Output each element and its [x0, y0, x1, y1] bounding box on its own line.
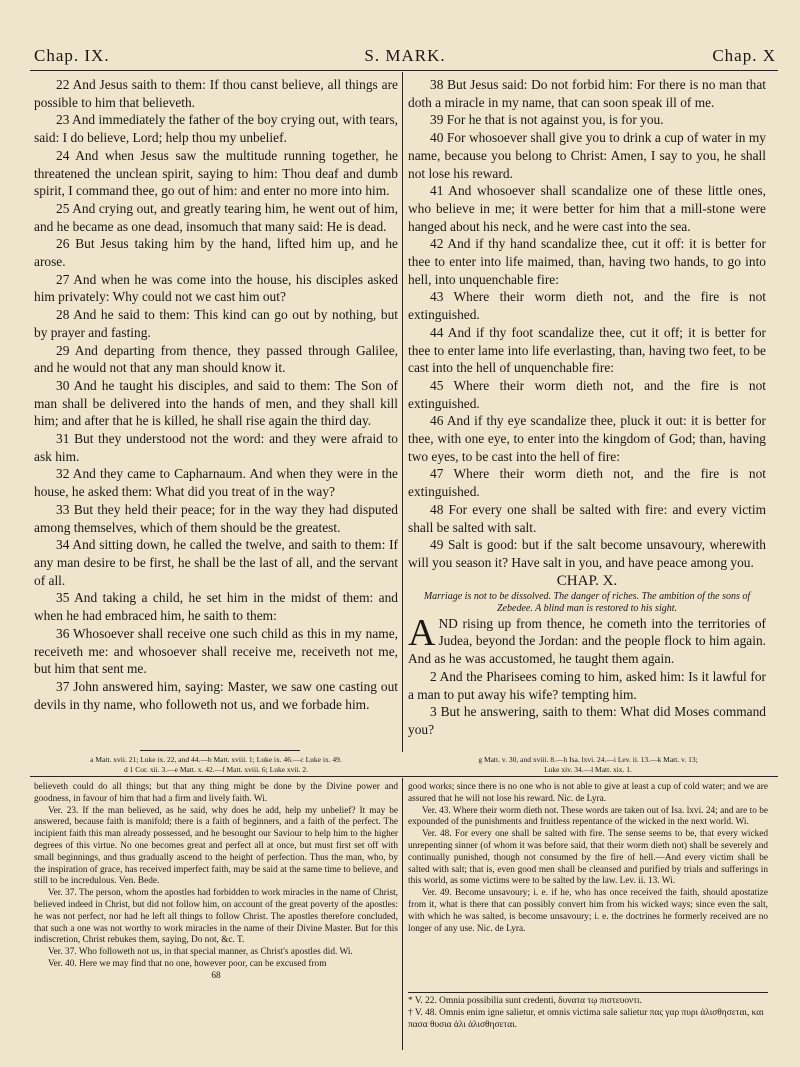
verse: 35 And taking a child, he set him in the midst of them: and when he had embraced him, he saith to them:: [34, 590, 398, 624]
commentary-note: Ver. 49. Become unsavoury; i. e. if he, who has once received the faith, should apostatize from it, what is there that can possibly convert him from his wicked ways; since even the salt, with which he was salted, is become unsavoury; i. e. the doctrines he formerly received are no longer of any use. Nic. de Lyra.: [408, 888, 768, 934]
notes-divider: [402, 778, 403, 1050]
commentary-note: Ver. 37. Who followeth not us, in that special manner, as Christ's apostles did. Wi.: [48, 947, 353, 958]
commentary-note: Ver. 48. For every one shall be salted with fire. The sense seems to be, that every wicked unrepenting sinner (of whom it was before said, that their worm dieth not) shall be severely and continually punished, though not consumed by the fire of hell.—And every victim shall be salted with salt; that is, even good men shall be cleansed and purified by trials and sufferings in this world, as some victims were to be salted by the law. Lev. ii. 13. Wi.: [408, 829, 768, 887]
header-book-title: S. MARK.: [364, 46, 446, 65]
notes-rule: [30, 776, 778, 777]
commentary-note: Ver. 37. The person, whom the apostles had forbidden to work miracles in the name of Christ, believed indeed in Christ, but did not follow him, on account of the great poverty of the apostles: he was not perfect, nor had he left all things to follow Christ. The apostles therefore concluded, that such a one was not worthy to work miracles in the name of their Divine Master. But for this indiscretion, Christ rebukes them, saying, Do not, &c. T.: [34, 888, 398, 946]
verse: 30 And he taught his disciples, and said to them: The Son of man shall be delivered into the hands of men, and they shall kill him; and after that he is killed, he shall rise again the third day.: [34, 377, 398, 429]
greek-note: † V. 48. Omnis enim igne salietur, et omnis victima sale salietur πας γαρ πυρι ἁλισθησεται, και πασα θυσια ἁλι ἁλισθησεται.: [408, 1007, 764, 1030]
verse: 38 But Jesus said: Do not forbid him: For there is no man that doth a miracle in my name, that can soon speak ill of me.: [408, 77, 766, 110]
verse: 43 Where their worm dieth not, and the fire is not extinguished.: [408, 289, 766, 323]
reference-line: a Matt. xvii. 21; Luke ix. 22, and 44.—b Matt. xviii. 1; Luke ix. 46.—c Luke ix. 49.: [90, 755, 342, 764]
commentary-note: Ver. 40. Here we may find that no one, however poor, can be excused from: [48, 958, 327, 969]
verse: 25 And crying out, and greatly tearing him, he went out of him, and he became as one dead, insomuch that many said: He is dead.: [34, 200, 398, 234]
verse: 27 And when he was come into the house, his disciples asked him privately: Why could not we cast him out?: [34, 271, 398, 305]
chapter-first-verse: [408, 611, 766, 668]
reference-line: d 1 Cor. xii. 3.—e Matt. x. 42.—f Matt. xviii. 6; Luke xvii. 2.: [124, 765, 308, 774]
greek-rule: [408, 992, 768, 993]
verse: 49 Salt is good: but if the salt become unsavoury, wherewith will you season it? Have salt in you, and have peace among you.: [408, 537, 766, 570]
verse: 37 John answered him, saying: Master, we saw one casting out devils in thy name, who followeth not us, and we forbade him.: [34, 678, 398, 712]
commentary-note: believeth could do all things; but that any thing might be done by the Divine power and goodness, in favour of him that had a firm and lively faith. Wi.: [34, 782, 398, 804]
verse: 31 But they understood not the word: and they were afraid to ask him.: [34, 431, 398, 464]
running-header: [32, 44, 778, 68]
verse: 47 Where their worm dieth not, and the fire is not extinguished.: [408, 466, 766, 500]
drop-capital: A: [408, 611, 436, 654]
verse: 45 Where their worm dieth not, and the fire is not extinguished.: [408, 377, 766, 411]
chapter-summary: Marriage is not to be dissolved. The danger of riches. The ambition of the sons of Zebedee. A blind man is restored to his sight.: [423, 590, 751, 614]
verse: 41 And whosoever shall scandalize one of these little ones, who believe in me; it were better for him that a mill-stone were hanged about his neck, and he were cast into the sea.: [408, 183, 766, 234]
right-verse-column: [408, 76, 766, 739]
refs-rule-left: [140, 750, 300, 751]
commentary-note: Ver. 43. Where their worm dieth not. These words are taken out of Isa. lxvi. 24; and are to be expounded of the punishments and fruitless repentance of the wicked in the next world. Wi.: [408, 805, 768, 828]
verse: 48 For every one shall be salted with fire: and every victim shall be salted with salt.: [408, 501, 766, 535]
verse: 36 Whosoever shall receive one such child as this in my name, receiveth me: and whosoever shall receive me, receiveth not me, but him that sent me.: [34, 625, 398, 677]
page-signature: 68: [211, 970, 221, 981]
verse: 26 But Jesus taking him by the hand, lifted him up, and he arose.: [34, 236, 398, 270]
reference-line: Luke xiv. 34.—l Matt. xix. 1.: [544, 765, 632, 774]
column-divider: [402, 72, 403, 752]
chapter-heading: CHAP. X.: [556, 572, 618, 589]
header-chapter-left: Chap. IX.: [34, 46, 110, 65]
verse: 28 And he said to them: This kind can go out by nothing, but by prayer and fasting.: [34, 307, 398, 340]
commentary-right: [408, 782, 768, 935]
header-rule: [30, 70, 778, 71]
verse: 33 But they held their peace; for in the way they had disputed among themselves, which of them should be the greatest.: [34, 501, 398, 535]
verse: 46 And if thy eye scandalize thee, pluck it out: it is better for thee, with one eye, to enter into the kingdom of God; than, having two eyes, to be cast into the hell of fire:: [408, 413, 766, 464]
verse: 29 And departing from thence, they passed through Galilee, and he would not that any man should know it.: [34, 342, 398, 376]
cross-references-left: [40, 755, 392, 775]
greek-note: * V. 22. Omnia possibilia sunt credenti, δυνατα τῳ πιστευοντι.: [408, 996, 642, 1006]
verse: 44 And if thy foot scandalize thee, cut it off; it is better for thee to enter lame into life everlasting, than, having two feet, to be cast into the hell of unquenchable fire:: [408, 324, 766, 376]
greek-notes: [408, 996, 768, 1031]
reference-line: g Matt. v. 30, and xviii. 8.—h Isa. lxvi. 24.—i Lev. ii. 13.—k Matt. v. 13;: [478, 755, 698, 764]
commentary-note: good works; since there is no one who is not able to give at least a cup of cold water; and we are assured that he will not lose his reward. Nic. de Lyra.: [408, 782, 768, 804]
verse: 34 And sitting down, he called the twelve, and saith to them: If any man desire to be first, he shall be the last of all, and the servant of all.: [34, 537, 398, 588]
verse: 24 And when Jesus saw the multitude running together, he threatened the unclean spirit, saying to him: Thou deaf and dumb spirit, I command thee, go out of him: and enter no more into him.: [34, 147, 398, 199]
verse: 40 For whosoever shall give you to drink a cup of water in my name, because you belong to Christ: Amen, I say to you, he shall not lose his reward.: [408, 130, 766, 181]
verse: 3 But he answering, saith to them: What did Moses command you?: [408, 704, 766, 737]
verse-text: ND rising up from thence, he cometh into the territories of Judea, beyond the Jordan: and the people flock to him again. And as he was accustomed, he taught them again.: [408, 615, 766, 667]
verse: 2 And the Pharisees coming to him, asked him: Is it lawful for a man to put away his wife? tempting him.: [408, 668, 766, 702]
commentary-note: Ver. 23. If the man believed, as he said, why does he add, help my unbelief? It may be answered, because faith is manifold; there is a faith of beginners, and a faith of the perfect. The incipient faith this man already possessed, and he besought our Saviour to help him to the higher degrees of this virtue. No one becomes great and perfect all at once, but must first set off with small beginnings, and thus gradually ascend to the height of perfection. Thus the man, who, by the inspiration of grace, has received imperfect faith, may be said at the same time to believe, and still to be incredulous. Ven. Bede.: [34, 805, 398, 887]
cross-references-right: [412, 755, 764, 775]
verse: 22 And Jesus saith to them: If thou canst believe, all things are possible to him that believeth.: [34, 77, 398, 110]
header-chapter-right: Chap. X: [712, 46, 776, 65]
left-verse-column: [34, 76, 398, 713]
verse: 32 And they came to Capharnaum. And when they were in the house, he asked them: What did you treat of in the way?: [34, 466, 398, 500]
verse: 23 And immediately the father of the boy crying out, with tears, said: I do believe, Lord; help thou my unbelief.: [34, 112, 398, 146]
verse: 42 And if thy hand scandalize thee, cut it off: it is better for thee to enter into life maimed, than, having two hands, to go into hell, into unquenchable fire:: [408, 236, 766, 287]
commentary-left: [34, 782, 398, 983]
verse: 39 For he that is not against you, is for you.: [430, 112, 664, 128]
